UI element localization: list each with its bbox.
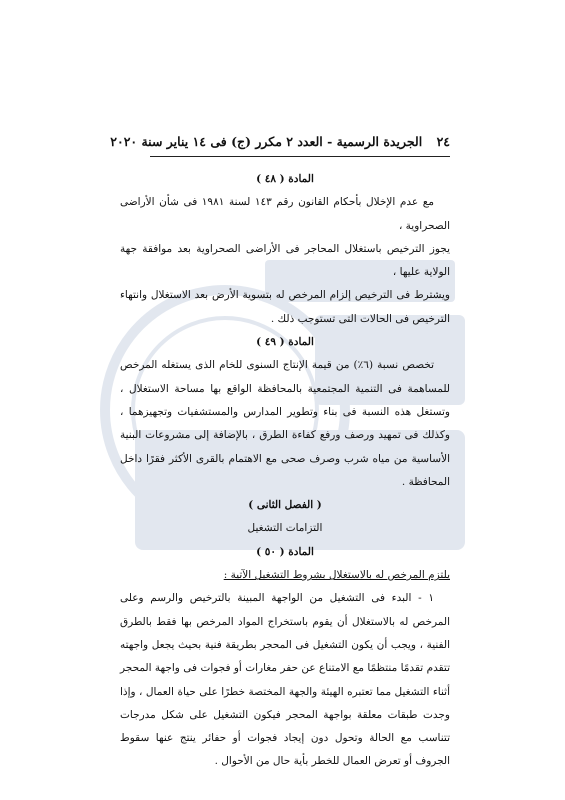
article-49-para-1: تخصص نسبة (٦٪) من قيمة الإنتاج السنوى للخام الذى يستغله المرخص للمساهمة فى التنمية المجتمعية بالمحافظة الواقع بها مساحة الاستغلال ، وتستغل هذه النسبة فى بناء وتطوير المدارس والمستشفيات وتجهيزهما ، وكذلك فى تمهيد ورصف ورفع كفاءة الطرق ، بالإضافة إلى مشروعات البنية الأساسية من مياه شرب وصرف صحى مع الاهتمام بالقرى الأكثر فقرًا داخل المحافظة . xyxy=(120,359,450,488)
page-header xyxy=(110,134,450,149)
article-49-heading: المادة ( ٤٩ ) xyxy=(256,336,314,349)
article-48-heading: المادة ( ٤٨ ) xyxy=(256,173,314,185)
article-50-intro: يلتزم المرخص له بالاستغلال بشروط التشغيل الآتية : xyxy=(223,569,450,582)
page-number: ٢٤ xyxy=(436,134,450,149)
document-body xyxy=(120,168,450,774)
header-divider xyxy=(150,156,450,157)
article-50-heading: المادة ( ٥٠ ) xyxy=(256,545,314,558)
article-48-para-1: مع عدم الإخلال بأحكام القانون رقم ١٤٣ لسنة ١٩٨١ فى شأن الأراضى الصحراوية ، xyxy=(120,196,450,232)
article-48-para-3: ويشترط فى الترخيص إلزام المرخص له بتسوية الأرض بعد الاستغلال وانتهاء الترخيص فى الحالات التى تستوجب ذلك . xyxy=(120,289,450,325)
article-48-para-2: يجوز الترخيص باستغلال المحاجر فى الأراضى الصحراوية بعد موافقة جهة الولاية عليها ، xyxy=(120,242,450,279)
chapter-subtitle: التزامات التشغيل xyxy=(247,522,323,535)
chapter-title: ( الفصل الثانى ) xyxy=(248,499,322,512)
article-50-item-1: ١ - البدء فى التشغيل من الواجهة المبينة بالترخيص والرسم وعلى المرخص له بالاستغلال أن يقوم باستخراج المواد المرخص بها فقط بالطرق الفنية ، ويجب أن يكون التشغيل فى المحجر بطريقة فنية بحيث يجعل واجهته تتقدم تقدمًا منتظمًا مع الامتناع عن حفر مغارات أو فجوات فى واجهة المحجر أثناء التشغيل مما تعتبره الهيئة والجهة المختصة خطرًا على حياة العمال ، وإذا وجدت طبقات معلقة بواجهة المحجر فيكون التشغيل على شكل مدرجات تتناسب مع الحالة وتحول دون إيجاد فجوات أو حفائر ينتج عنها سقوط الجروف أو تعرض العمال للخطر بأية حال من الأحوال . xyxy=(120,592,450,768)
gazette-title: الجريدة الرسمية - العدد ٢ مكرر (ج) فى ١٤ يناير سنة ٢٠٢٠ xyxy=(110,134,423,149)
